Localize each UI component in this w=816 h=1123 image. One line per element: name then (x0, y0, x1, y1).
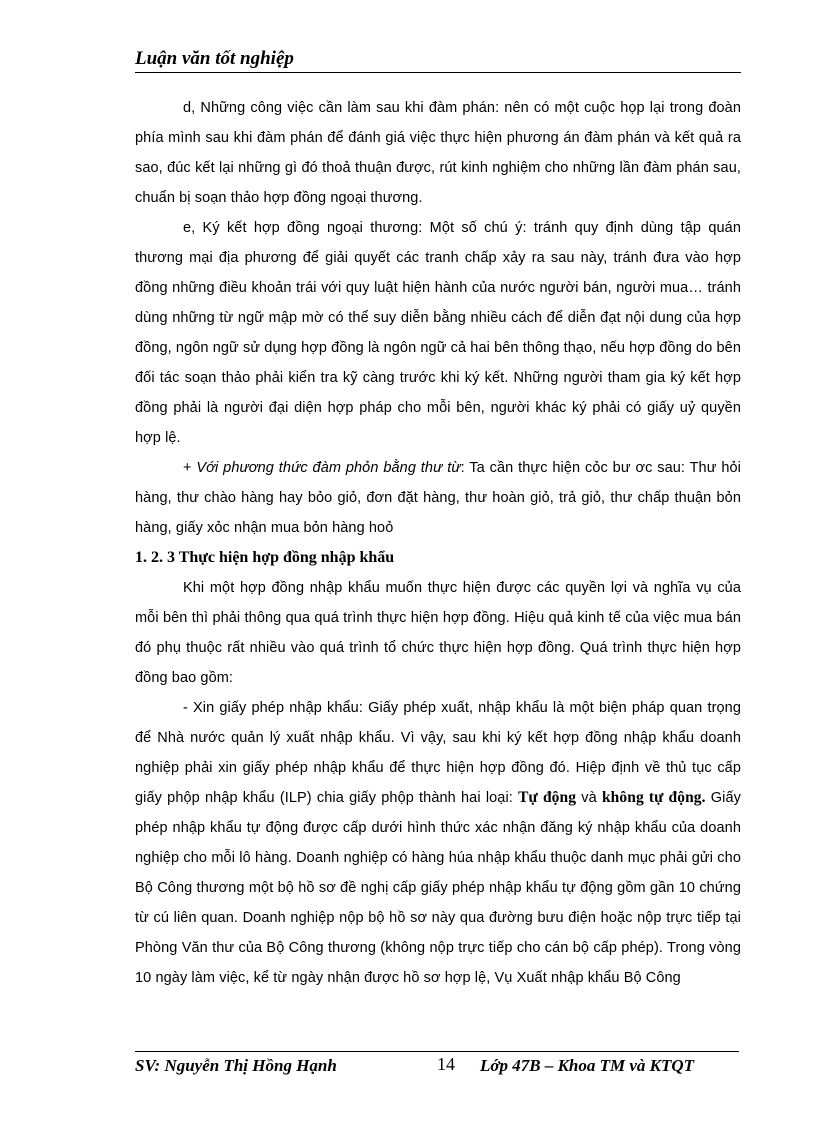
paragraph-text: Giấy phép nhập khẩu tự động được cấp dưới hình thức xác nhận đăng ký nhập khẩu của doanh nghiệp cho mỗi lô hàng. Doanh nghiệp có hàng húa nhập khẩu thuộc danh mục phải gửi cho Bộ Công thương một bộ hồ sơ đề nghị cấp giấy phép nhập khẩu tự động gồm gần 10 chứng từ cú liên quan. Doanh nghiệp nộp bộ hồ sơ này qua đường bưu điện hoặc nộp trực tiếp tại Phòng Văn thư của Bộ Công thương (không nộp trực tiếp cho cán bộ cấp phép). Trong vòng 10 ngày làm việc, kể từ ngày nhận được hồ sơ hợp lệ, Vụ Xuất nhập khẩu Bộ Công (135, 790, 742, 986)
conjunction: và (576, 790, 602, 806)
paragraph-text: : Ta cần thực hiện cỏc bư ơc sau: Thư hỏi hàng, thư chào hàng hay bỏo giỏ, đơn đặt hàng, thư hoàn giỏ, trả giỏ, thư chấp thuận bỏn hàng, giấy xỏc nhận mua bỏn hàng hoỏ (135, 460, 741, 536)
italic-phrase: Với phương thức đàm phỏn bằng thư từ (196, 460, 461, 476)
bullet-prefix: + (183, 460, 197, 476)
paragraph-contract-execution: Khi một hợp đồng nhập khẩu muốn thực hiện được các quyền lợi và nghĩa vụ của mỗi bên thì phải thông qua quá trình thực hiện hợp đồng. Hiệu quả kinh tế của việc mua bán đó phụ thuộc rất nhiều vào quá trình tổ chức thực hiện hợp đồng. Quá trình thực hiện hợp đồng bao gồm: (135, 580, 741, 686)
paragraph-written-negotiation (135, 453, 741, 543)
bold-term-non-automatic: không tự động. (601, 789, 706, 806)
paragraph-contract-signing: e, Ký kết hợp đồng ngoại thương: Một số chú ý: tránh quy định dùng tập quán thương mại địa phương để giải quyết các tranh chấp xảy ra sau này, tránh đưa vào hợp đồng những điều khoản trái với quy luật hiện hành của nước người bán, người mua… tránh dùng những từ ngữ mập mờ có thể suy diễn bằng nhiều cách để diễn đạt nội dung của hợp đồng, ngôn ngữ sử dụng hợp đồng là ngôn ngữ cả hai bên thông thạo, nếu hợp đồng do bên đối tác soạn thảo phải kiển tra kỹ càng trước khi ký kết. Những người tham gia ký kết hợp đồng phải là người đại diện hợp pháp cho mỗi bên, người khác ký phải có giấy uỷ quyền hợp lệ. (135, 220, 741, 446)
running-header-title: Luận văn tốt nghiệp (135, 48, 294, 69)
paragraph-import-license (135, 693, 741, 993)
footer-student-name: SV: Nguyễn Thị Hồng Hạnh (135, 1056, 337, 1075)
section-heading: 1. 2. 3 Thực hiện hợp đồng nhập khẩu (135, 549, 395, 566)
paragraph-text: - Xin giấy phép nhập khẩu: Giấy phép xuất, nhập khẩu là một biện pháp quan trọng để Nhà nước quản lý xuất nhập khẩu. Vì vậy, sau khi ký kết hợp đồng nhập khẩu doanh nghiệp phải xin giấy phép nhập khẩu để thực hiện hợp đồng đó. Hiệp định về thủ tục cấp giấy phộp nhập khẩu (ILP) chia giấy phộp thành hai loại: (135, 700, 741, 806)
page-number: 14 (437, 1054, 455, 1074)
page-body (135, 93, 741, 993)
bold-term-automatic: Tự động (518, 789, 577, 806)
header-divider (135, 72, 741, 73)
footer-divider (135, 1051, 739, 1052)
paragraph-after-negotiation: d, Những công việc cần làm sau khi đàm phán: nên có một cuộc họp lại trong đoàn phía mình sau khi đàm phán để đánh giá việc thực hiện phương án đàm phán và kết quả ra sao, đúc kết lại những gì đó thoả thuận được, rút kinh nghiệm cho những lần đàm phán sau, chuẩn bị soạn thảo hợp đồng ngoại thương. (135, 100, 741, 206)
footer-class-info: Lớp 47B – Khoa TM và KTQT (480, 1056, 695, 1075)
